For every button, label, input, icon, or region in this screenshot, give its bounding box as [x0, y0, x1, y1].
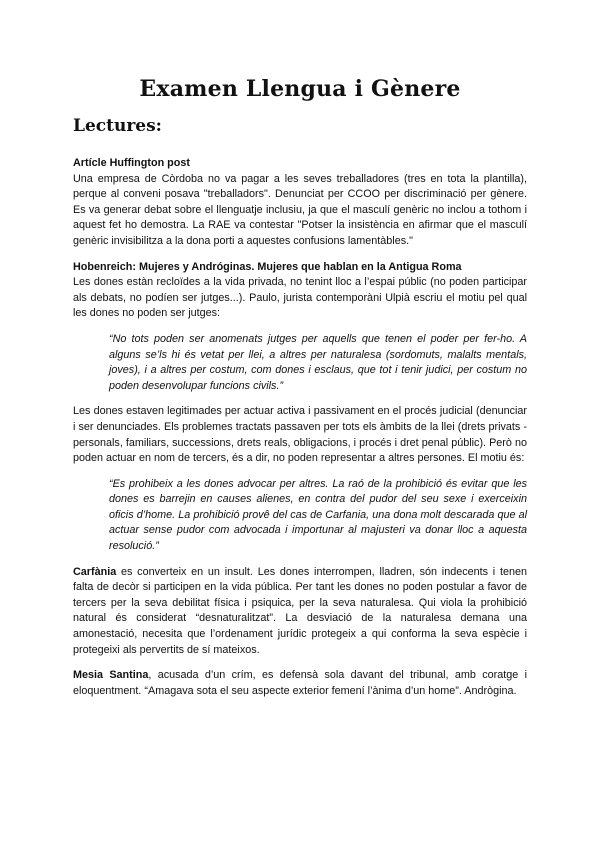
section-heading: Hobenreich: Mujeres y Andróginas. Mujeres que hablan en la Antigua Roma	[73, 260, 462, 273]
section-huffington	[73, 156, 527, 250]
paragraph: Les dones estaven legitimades per actuar activa i passivament en el procés judicial (denunciar i ser denunciades. Els problemes tractats passaven per tots els àmbits de la llei (drets privats - personals, familiars, successions, drets reals, obligacions, i procés i dret penal públic). Però no poden actuar en nom de tercers, és a dir, no poden representar a altres persones. El motiu és:	[73, 405, 527, 465]
section-carfania	[73, 565, 527, 659]
section-hobenreich	[73, 260, 527, 555]
paragraph-text: es converteix en un insult. Les dones interrompen, lladren, són indecents i tenen falta de decòr si participen en la vida pública. Per tant les dones no poden postular a favor de tercers per la seva debilitat física i psiquica, per la seva naturalesa. Qui viola la prohibició natural és considerat “desnaturalitzat”. La desviació de la naturalesa demana una amonestació, necesita que l’ordenament jurídic protegeix a qui conforma la seva espècie i protegeixi als pervertits de sí mateixos.	[73, 565, 527, 656]
bold-term: Mesia Santina	[73, 669, 149, 682]
quote-paulo: “No tots poden ser anomenats jutges per aquells que tenen el poder per fer-ho. A alguns se’ls hi és vetat per llei, a altres per naturalesa (sordomuts, malalts mentals, joves), i a altres per costum, com dones i esclaus, que tot i tenir judici, per costum no poden desenvolupar funcions civils.”	[109, 332, 527, 392]
bold-term: Carfània	[73, 565, 117, 578]
paragraph: Les dones estàn recloïdes a la vida privada, no tenint lloc a l’espai públic (no poden participar als debats, no podíen ser jutges...). Paulo, jurista contemporàni Ulpià escriu el motiu pel qual les dones no poden ser jutges:	[73, 276, 527, 320]
paragraph	[73, 565, 527, 659]
paragraph: Una empresa de Còrdoba no va pagar a les seves treballadores (tres en tota la plantilla), perque al conveni posava "treballadors". Denunciat per CCOO per discriminació per gènere. Es va generar debat sobre el llenguatje inclusiu, ja que el masculí genèric no inclou a tothom i aquest fet ho demostra. La RAE va contestar "Potser la insistència en afirmar que el masculí genèric invisibilitza a la dona porti a aquestes confusions lamentàbles."	[73, 172, 527, 247]
section-mesia	[73, 668, 527, 699]
paragraph	[73, 668, 527, 699]
paragraph-text: , acusada d’un crím, es defensà sola davant del tribunal, amb coratge i eloquentment. “Amagava sota el seu aspecte exterior femení l’ànima d’un home”. Andrògina.	[73, 669, 527, 697]
section-heading: Artícle Huffington post	[73, 157, 190, 169]
document-body	[73, 156, 527, 709]
section-title-lectures: Lectures:	[73, 116, 162, 136]
quote-prohibition: “Es prohibeix a les dones advocar per altres. La raó de la prohibició és evitar que les dones es barrejin en causes alienes, en contra del pudor del seu sexe i exerceixin oficis d’home. La prohibició provê del cas de Carfania, una dona molt descarada que al actuar sense pudor com advocada i importunar al majusteri va donar lloc a aquesta resolució.”	[109, 477, 527, 553]
page-title: Examen Llengua i Gènere	[139, 76, 461, 102]
